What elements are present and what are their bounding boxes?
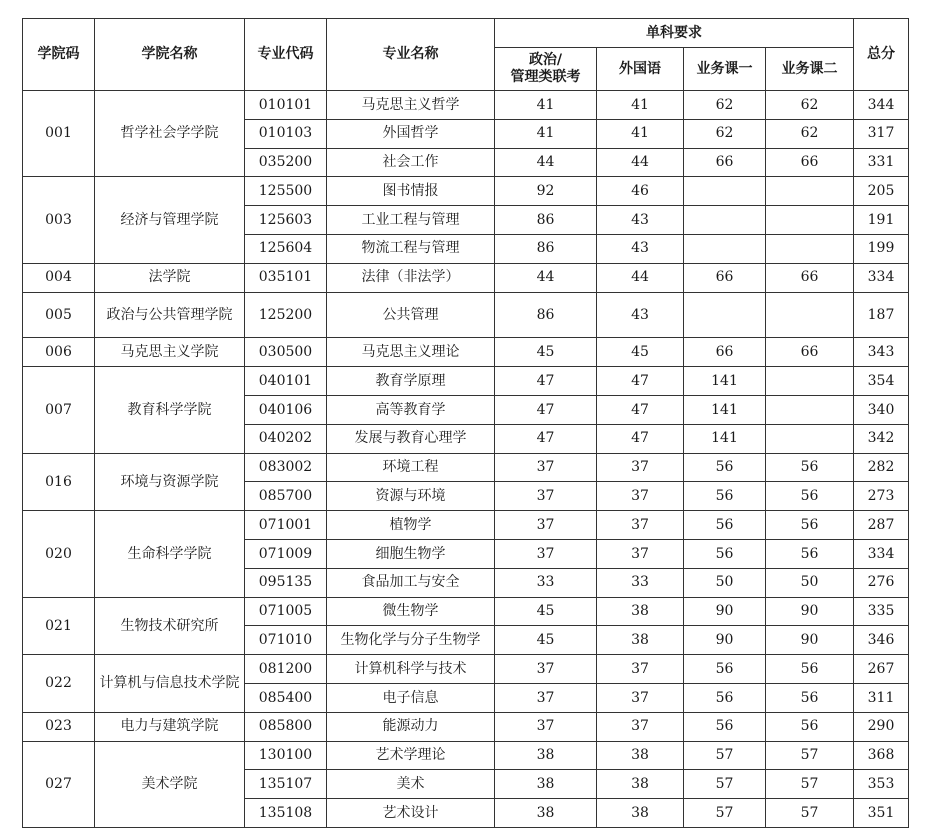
course-one-score-cell: 90 [684,626,766,655]
course-one-score-cell: 56 [684,712,766,741]
course-two-score-cell [766,234,854,263]
total-score-cell: 317 [854,119,909,148]
politics-score-cell: 38 [495,799,597,828]
total-score-cell: 331 [854,148,909,177]
course-two-score-cell: 57 [766,799,854,828]
major-name-cell: 计算机科学与技术 [327,655,495,684]
course-two-score-cell: 56 [766,511,854,540]
politics-score-cell: 45 [495,597,597,626]
course-one-score-cell: 56 [684,684,766,713]
major-name-cell: 艺术设计 [327,799,495,828]
college-code-cell: 027 [23,741,95,827]
course-one-score-cell [684,234,766,263]
table-row [23,453,909,482]
table-row [23,511,909,540]
course-two-score-cell: 90 [766,597,854,626]
foreign-language-score-cell: 38 [597,770,684,799]
course-two-score-cell: 62 [766,91,854,120]
course-two-score-cell [766,206,854,235]
foreign-language-score-cell: 37 [597,511,684,540]
header-college-code: 学院码 [23,19,95,91]
course-two-score-cell [766,424,854,453]
course-one-score-cell: 62 [684,119,766,148]
total-score-cell: 334 [854,263,909,292]
foreign-language-score-cell: 47 [597,367,684,396]
politics-score-cell: 37 [495,712,597,741]
course-two-score-cell: 56 [766,482,854,511]
total-score-cell: 205 [854,177,909,206]
foreign-language-score-cell: 43 [597,292,684,338]
politics-score-cell: 45 [495,338,597,367]
total-score-cell: 334 [854,540,909,569]
college-code-cell: 022 [23,655,95,713]
course-one-score-cell: 56 [684,482,766,511]
course-two-score-cell: 57 [766,741,854,770]
course-two-score-cell: 56 [766,655,854,684]
course-two-score-cell: 56 [766,684,854,713]
course-one-score-cell: 56 [684,655,766,684]
politics-score-cell: 41 [495,91,597,120]
college-code-cell: 020 [23,511,95,597]
table-row [23,712,909,741]
foreign-language-score-cell: 43 [597,206,684,235]
college-name-cell: 马克思主义学院 [95,338,245,367]
college-code-cell: 004 [23,263,95,292]
major-name-cell: 图书情报 [327,177,495,206]
foreign-language-score-cell: 43 [597,234,684,263]
major-name-cell: 生物化学与分子生物学 [327,626,495,655]
course-two-score-cell: 62 [766,119,854,148]
course-one-score-cell: 56 [684,540,766,569]
major-name-cell: 细胞生物学 [327,540,495,569]
course-one-score-cell: 57 [684,741,766,770]
college-code-cell: 003 [23,177,95,263]
foreign-language-score-cell: 45 [597,338,684,367]
major-name-cell: 食品加工与安全 [327,568,495,597]
total-score-cell: 351 [854,799,909,828]
table-row [23,741,909,770]
header-major-code: 专业代码 [245,19,327,91]
college-code-cell: 021 [23,597,95,655]
major-name-cell: 微生物学 [327,597,495,626]
major-code-cell: 071009 [245,540,327,569]
course-one-score-cell: 141 [684,367,766,396]
course-two-score-cell: 90 [766,626,854,655]
foreign-language-score-cell: 37 [597,655,684,684]
college-code-cell: 001 [23,91,95,177]
major-name-cell: 资源与环境 [327,482,495,511]
college-name-cell: 政治与公共管理学院 [95,292,245,338]
foreign-language-score-cell: 46 [597,177,684,206]
major-name-cell: 艺术学理论 [327,741,495,770]
foreign-language-score-cell: 38 [597,799,684,828]
major-code-cell: 010101 [245,91,327,120]
politics-score-cell: 37 [495,453,597,482]
course-one-score-cell: 62 [684,91,766,120]
total-score-cell: 199 [854,234,909,263]
college-name-cell: 美术学院 [95,741,245,827]
politics-score-cell: 38 [495,770,597,799]
politics-score-cell: 37 [495,655,597,684]
course-one-score-cell: 66 [684,148,766,177]
course-one-score-cell: 56 [684,453,766,482]
course-one-score-cell: 66 [684,263,766,292]
major-code-cell: 135107 [245,770,327,799]
college-name-cell: 经济与管理学院 [95,177,245,263]
foreign-language-score-cell: 33 [597,568,684,597]
course-one-score-cell [684,292,766,338]
major-code-cell: 071005 [245,597,327,626]
table-row [23,338,909,367]
major-code-cell: 035200 [245,148,327,177]
major-code-cell: 125200 [245,292,327,338]
total-score-cell: 187 [854,292,909,338]
politics-score-cell: 45 [495,626,597,655]
course-two-score-cell: 66 [766,263,854,292]
foreign-language-score-cell: 37 [597,712,684,741]
foreign-language-score-cell: 37 [597,453,684,482]
total-score-cell: 311 [854,684,909,713]
major-name-cell: 公共管理 [327,292,495,338]
course-one-score-cell: 57 [684,770,766,799]
major-code-cell: 135108 [245,799,327,828]
header-course-two: 业务课二 [766,48,854,91]
course-two-score-cell: 56 [766,453,854,482]
foreign-language-score-cell: 38 [597,597,684,626]
college-name-cell: 环境与资源学院 [95,453,245,511]
college-code-cell: 006 [23,338,95,367]
politics-score-cell: 86 [495,234,597,263]
table-row [23,655,909,684]
politics-score-cell: 44 [495,148,597,177]
major-name-cell: 电子信息 [327,684,495,713]
header-foreign-language: 外国语 [597,48,684,91]
major-code-cell: 071001 [245,511,327,540]
total-score-cell: 368 [854,741,909,770]
course-two-score-cell: 66 [766,338,854,367]
header-total: 总分 [854,19,909,91]
course-one-score-cell: 90 [684,597,766,626]
major-code-cell: 085700 [245,482,327,511]
politics-score-cell: 47 [495,424,597,453]
total-score-cell: 267 [854,655,909,684]
major-name-cell: 发展与教育心理学 [327,424,495,453]
course-one-score-cell: 56 [684,511,766,540]
foreign-language-score-cell: 37 [597,540,684,569]
course-two-score-cell: 50 [766,568,854,597]
major-code-cell: 130100 [245,741,327,770]
course-two-score-cell: 56 [766,540,854,569]
politics-score-cell: 37 [495,540,597,569]
politics-score-cell: 41 [495,119,597,148]
header-major-name: 专业名称 [327,19,495,91]
major-name-cell: 外国哲学 [327,119,495,148]
header-course-one: 业务课一 [684,48,766,91]
foreign-language-score-cell: 37 [597,482,684,511]
major-code-cell: 040202 [245,424,327,453]
college-code-cell: 005 [23,292,95,338]
major-name-cell: 马克思主义理论 [327,338,495,367]
major-code-cell: 125604 [245,234,327,263]
foreign-language-score-cell: 38 [597,741,684,770]
table-row [23,292,909,338]
score-table [22,18,909,828]
total-score-cell: 276 [854,568,909,597]
course-two-score-cell [766,292,854,338]
total-score-cell: 282 [854,453,909,482]
college-name-cell: 法学院 [95,263,245,292]
major-code-cell: 040101 [245,367,327,396]
header-college-name: 学院名称 [95,19,245,91]
politics-score-cell: 37 [495,482,597,511]
total-score-cell: 335 [854,597,909,626]
course-one-score-cell: 57 [684,799,766,828]
course-two-score-cell: 56 [766,712,854,741]
foreign-language-score-cell: 41 [597,91,684,120]
politics-score-cell: 37 [495,684,597,713]
college-code-cell: 007 [23,367,95,453]
major-code-cell: 095135 [245,568,327,597]
politics-score-cell: 44 [495,263,597,292]
major-name-cell: 环境工程 [327,453,495,482]
course-one-score-cell: 50 [684,568,766,597]
college-name-cell: 哲学社会学学院 [95,91,245,177]
total-score-cell: 346 [854,626,909,655]
major-code-cell: 010103 [245,119,327,148]
course-one-score-cell [684,206,766,235]
table-body [23,91,909,828]
college-name-cell: 生命科学学院 [95,511,245,597]
politics-score-cell: 86 [495,206,597,235]
course-one-score-cell [684,177,766,206]
course-two-score-cell [766,396,854,425]
college-name-cell: 生物技术研究所 [95,597,245,655]
politics-score-cell: 37 [495,511,597,540]
foreign-language-score-cell: 44 [597,148,684,177]
total-score-cell: 340 [854,396,909,425]
college-code-cell: 016 [23,453,95,511]
major-name-cell: 美术 [327,770,495,799]
foreign-language-score-cell: 38 [597,626,684,655]
foreign-language-score-cell: 41 [597,119,684,148]
total-score-cell: 287 [854,511,909,540]
politics-score-cell: 38 [495,741,597,770]
college-name-cell: 计算机与信息技术学院 [95,655,245,713]
major-code-cell: 085400 [245,684,327,713]
major-code-cell: 125500 [245,177,327,206]
college-name-cell: 电力与建筑学院 [95,712,245,741]
major-name-cell: 社会工作 [327,148,495,177]
major-name-cell: 法律（非法学） [327,263,495,292]
course-one-score-cell: 141 [684,424,766,453]
major-code-cell: 071010 [245,626,327,655]
total-score-cell: 191 [854,206,909,235]
major-code-cell: 040106 [245,396,327,425]
course-two-score-cell [766,177,854,206]
college-name-cell: 教育科学学院 [95,367,245,453]
major-code-cell: 030500 [245,338,327,367]
college-code-cell: 023 [23,712,95,741]
major-name-cell: 物流工程与管理 [327,234,495,263]
total-score-cell: 344 [854,91,909,120]
total-score-cell: 354 [854,367,909,396]
foreign-language-score-cell: 47 [597,396,684,425]
foreign-language-score-cell: 44 [597,263,684,292]
politics-score-cell: 33 [495,568,597,597]
major-name-cell: 高等教育学 [327,396,495,425]
course-one-score-cell: 141 [684,396,766,425]
politics-score-cell: 47 [495,367,597,396]
foreign-language-score-cell: 37 [597,684,684,713]
total-score-cell: 343 [854,338,909,367]
table-row [23,367,909,396]
politics-score-cell: 92 [495,177,597,206]
course-two-score-cell [766,367,854,396]
major-name-cell: 植物学 [327,511,495,540]
politics-score-cell: 47 [495,396,597,425]
major-code-cell: 085800 [245,712,327,741]
major-code-cell: 035101 [245,263,327,292]
major-code-cell: 081200 [245,655,327,684]
course-two-score-cell: 66 [766,148,854,177]
politics-score-cell: 86 [495,292,597,338]
table-row [23,263,909,292]
major-name-cell: 教育学原理 [327,367,495,396]
major-name-cell: 工业工程与管理 [327,206,495,235]
total-score-cell: 353 [854,770,909,799]
total-score-cell: 342 [854,424,909,453]
total-score-cell: 273 [854,482,909,511]
major-code-cell: 083002 [245,453,327,482]
table-row [23,177,909,206]
header-politics: 政治/ 管理类联考 [495,48,597,91]
course-one-score-cell: 66 [684,338,766,367]
table-row [23,91,909,120]
major-code-cell: 125603 [245,206,327,235]
table-row [23,597,909,626]
major-name-cell: 能源动力 [327,712,495,741]
major-name-cell: 马克思主义哲学 [327,91,495,120]
total-score-cell: 290 [854,712,909,741]
foreign-language-score-cell: 47 [597,424,684,453]
course-two-score-cell: 57 [766,770,854,799]
header-subject-requirements: 单科要求 [495,19,854,48]
